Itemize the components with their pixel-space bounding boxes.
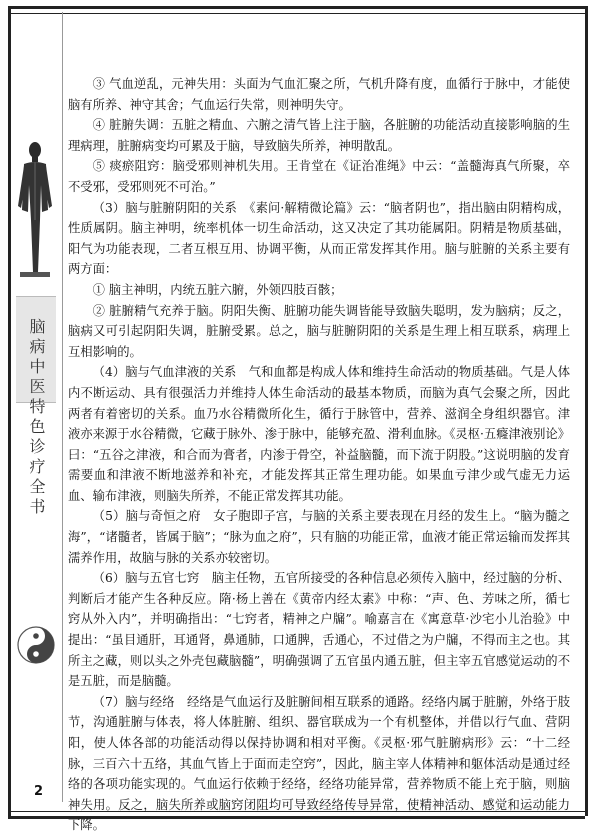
body-text [68, 74, 570, 836]
page-frame-left [8, 6, 15, 816]
paragraph-point-1: ① 脑主神明，内统五脏六腑，外领四肢百骸； [92, 282, 343, 297]
paragraph-section-4: （4）脑与气血津液的关系 气和血都是构成人体和维持生命活动的物质基础。气是人体内不断运动、具有很强活力并维持人体生命活动的最基本物质，而脑为真气会聚之所，因此两者有着密切的关系。血乃水谷精微所化生，循行于脉管中，营养、滋润全身组织器官。津液亦来源于水谷精微，它藏于脉外、渗于脉中，能够充盈、滑利血脉。《灵枢·五癃津液别论》曰：“五谷之津液，和合而为膏者，内渗于骨空，补益脑髓，而下流于阴股。”这说明脑的发育需要血和津液不断地滋养和补充，才能发挥其正常生理功能。如果血亏津少或气虚无力运血、输布津液，则脑失所养，不能正常发挥其功能。 [68, 365, 570, 503]
page-frame-right [581, 6, 588, 816]
paragraph-section-7: （7）脑与经络 经络是气血运行及脏腑间相互联系的通路。经络内属于脏腑，外络于肢节，沟通脏腑与体表，将人体脏腑、组织、器官联成为一个有机整体，并借以行气血、营阴阳，使人体各部的功能活动得以保持协调和相对平衡。《灵枢·邪气脏腑病形》云：“十二经脉，三百六十五络，其血气皆上于面而走空窍”，因此，脑主宰人体精神和躯体活动是通过经络的各项功能实现的。气血运行依赖于经络，经络功能异常，营养物质不能上充于脑，则脑神失用。反之，脑失所养或脑窍闭阻均可导致经络传导异常，使精神活动、感觉和运动能力下降。 [68, 694, 570, 833]
acupuncture-figure-icon [14, 140, 56, 280]
page-number: 2 [34, 784, 44, 799]
sidebar-divider [62, 12, 63, 802]
yin-yang-icon [16, 625, 56, 665]
paragraph-section-3: （3）脑与脏腑阴阳的关系 《素问·解精微论篇》云：“脑者阴也”，指出脑由阴精构成，性质属阴。脑主神明，统率机体一切生命活动，这又决定了其功能属阳。阴精是物质基础，阳气为功能表现，二者互根互用、协调平衡，从而正常发挥其作用。脑与脏腑的关系主要有两方面： [68, 200, 570, 277]
paragraph-point-2: ② 脏腑精气充养于脑。阴阳失衡、脏腑功能失调皆能导致脑失聪明，发为脑病；反之，脑病又可引起阴阳失调，脏腑受累。总之，脑与脏腑阴阳的关系是生理上相互联系，病理上互相影响的。 [68, 303, 570, 359]
paragraph-tanyu-zuqiao: ⑤ 痰瘀阻窍：脑受邪则神机失用。王肯堂在《证治准绳》中云：“盖髓海真气所聚，卒不受邪，受邪则死不可治。” [68, 159, 570, 194]
paragraph-section-5: （5）脑与奇恒之府 女子胞即子宫，与脑的关系主要表现在月经的发生上。“脑为髓之海”，“诸髓者，皆属于脑”；“脉为血之府”，只有脑的功能正常，血液才能正常运输而发挥其濡养作用，故脑与脉的关系亦较密切。 [68, 509, 570, 565]
paragraph-qixue-niluan: ③ 气血逆乱，元神失用：头面为气血汇聚之所，气机升降有度，血循行于脉中，才能使脑有所养、神守其舍；气血运行失常，则神明失守。 [68, 77, 570, 112]
page-frame-top [8, 6, 585, 14]
book-title-vertical: 脑病中医特色诊疗全书 [27, 318, 46, 518]
paragraph-section-6: （6）脑与五官七窍 脑主任物，五官所接受的各种信息必须传入脑中，经过脑的分析、判断后才能产生各种反应。隋·杨上善在《黄帝内经太素》中称：“声、色、芳味之所，循七窍从外入内”，并明确指出：“七窍者，精神之户牖”。喻嘉言在《寓意草·沙宅小儿治验》中提出：“虽目通肝，耳通肾，鼻通肺，口通脾，舌通心，不过借之为户牖，不得而主之也。其所主之藏，则以头之外壳包藏脑髓”，明确强调了五官虽内通五脏，但主宰五官感觉运动的不是五脏，而是脑髓。 [68, 571, 570, 689]
paragraph-zangfu-shitiao: ④ 脏腑失调：五脏之精血、六腑之清气皆上注于脑，各脏腑的功能活动直接影响脑的生理病理，脏腑病变均可累及于脑，导致脑失所养，神明散乱。 [68, 118, 570, 153]
